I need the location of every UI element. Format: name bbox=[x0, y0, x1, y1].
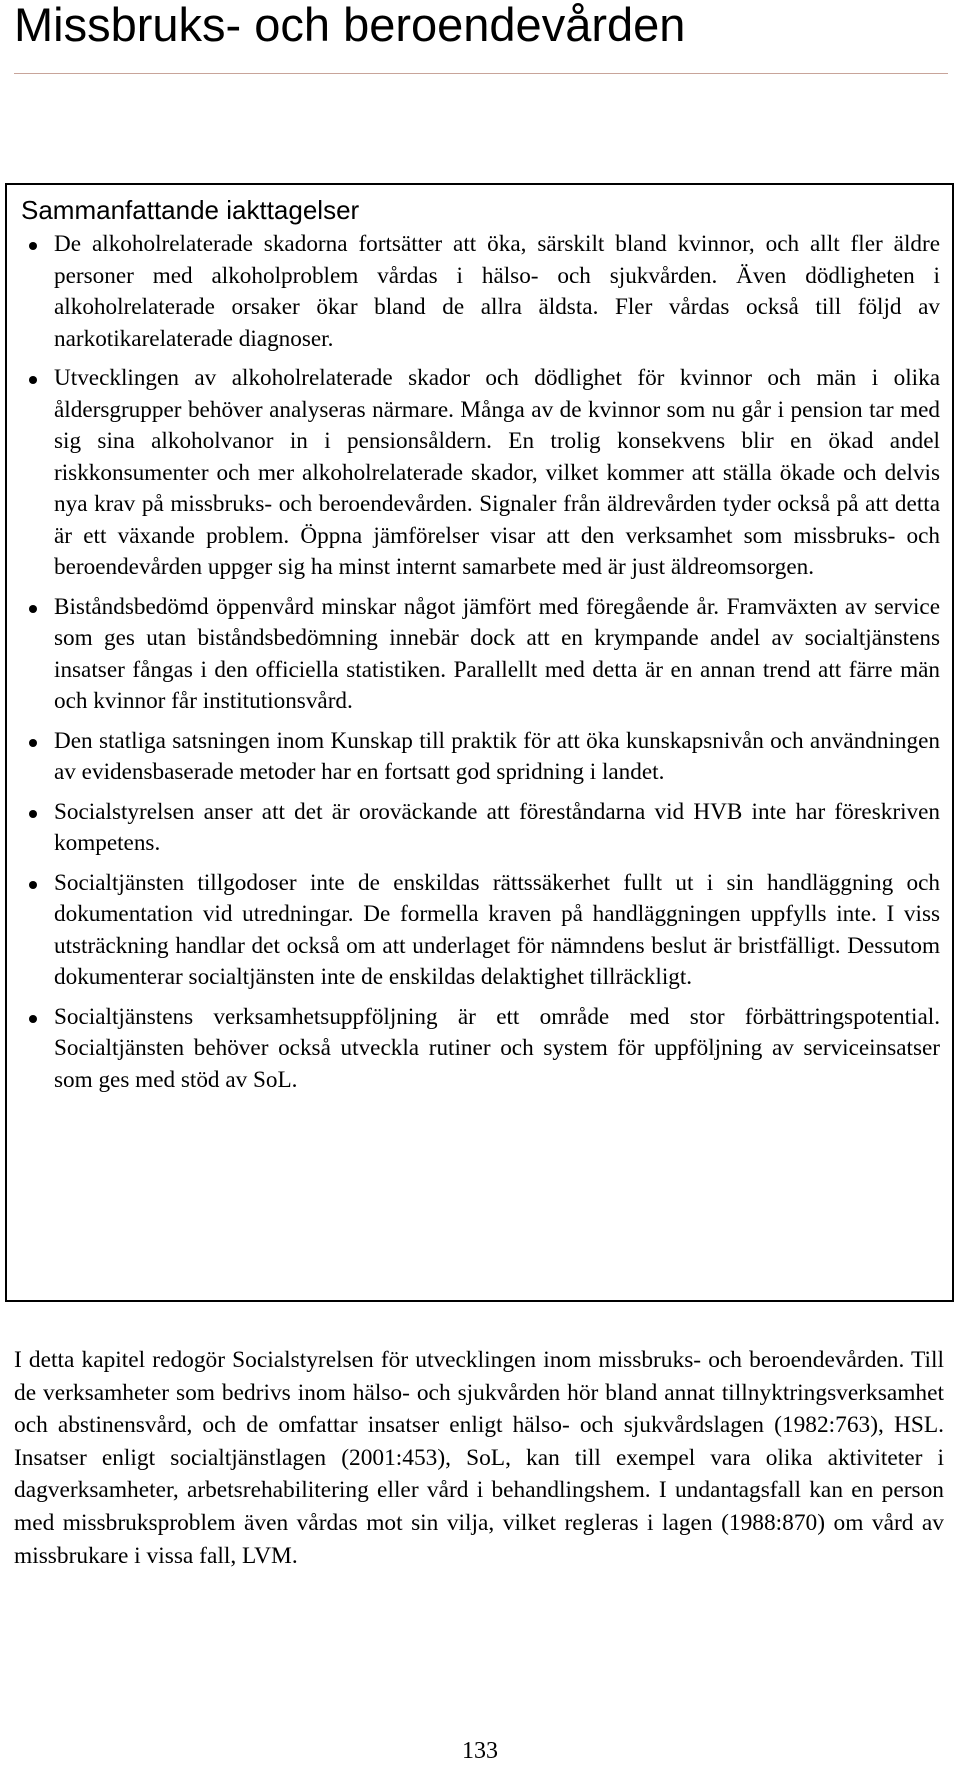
title-divider bbox=[14, 73, 948, 74]
summary-bullet bbox=[7, 229, 952, 355]
summary-bullet-text: Socialtjänsten tillgodoser inte de enskildas rättssäkerhet fullt ut i sin handläggning och dokumentation vid utredningar. De formella kraven på handläggningen uppfylls inte. I viss utsträckning handlar det också om att underlaget för nämndens beslut är bristfälligt. Dessutom dokumenterar socialtjänsten inte de enskildas delaktighet tillräckligt. bbox=[54, 869, 940, 990]
bullet-dot-icon bbox=[29, 376, 37, 384]
bullet-dot-icon bbox=[29, 739, 37, 747]
summary-bullet-list bbox=[7, 229, 952, 1104]
summary-bullet bbox=[7, 363, 952, 584]
summary-bullet-text: Biståndsbedömd öppenvård minskar något jämfört med föregående år. Framväxten av service som ges utan biståndsbedömning innebär dock att en krympande andel av socialtjänstens insatser fångas i den officiella statistiken. Parallellt med detta är en annan trend att färre män och kvinnor får institutionsvård. bbox=[54, 593, 940, 714]
summary-bullet-text: Den statliga satsningen inom Kunskap till praktik för att öka kunskapsnivån och användningen av evidensbaserade metoder har en fortsatt god spridning i landet. bbox=[54, 727, 940, 785]
summary-bullet-text: De alkoholrelaterade skadorna fortsätter att öka, särskilt bland kvinnor, och allt fler äldre personer med alkoholproblem vårdas i hälso- och sjukvården. Även dödligheten i alkoholrelaterade orsaker ökar bland de allra äldsta. Fler vårdas också till följd av narkotikarelaterade diagnoser. bbox=[54, 231, 940, 352]
bullet-dot-icon bbox=[29, 881, 37, 889]
bullet-dot-icon bbox=[29, 810, 37, 818]
summary-bullet bbox=[7, 868, 952, 994]
summary-bullet-text: Socialstyrelsen anser att det är oroväckande att föreståndarna vid HVB inte har föreskriven kompetens. bbox=[54, 798, 940, 856]
intro-paragraph: I detta kapitel redogör Socialstyrelsen för utvecklingen inom missbruks- och beroendevården. Till de verksamheter som bedrivs inom hälso- och sjukvården hör bland annat tillnyktringsverksamhet och abstinensvård, och de omfattar insatser enligt hälso- och sjukvårdslagen (1982:763), HSL. Insatser enligt socialtjänstlagen (2001:453), SoL, kan till exempel vara olika aktiviteter i dagverksamheter, arbetsrehabilitering eller vård i behandlingshem. I undantagsfall kan en person med missbruksproblem även vårdas mot sin vilja, vilket regleras i lagen (1988:870) om vård av missbrukare i vissa fall, LVM. bbox=[14, 1347, 944, 1569]
bullet-dot-icon bbox=[29, 1015, 37, 1023]
summary-bullet bbox=[7, 592, 952, 718]
summary-bullet bbox=[7, 797, 952, 860]
page-number: 133 bbox=[462, 1738, 498, 1764]
bullet-dot-icon bbox=[29, 242, 37, 250]
bullet-dot-icon bbox=[29, 605, 37, 613]
summary-heading: Sammanfattande iakttagelser bbox=[21, 195, 360, 225]
summary-bullet bbox=[7, 1002, 952, 1097]
summary-box bbox=[5, 183, 954, 1302]
summary-bullet-text: Socialtjänstens verksamhetsuppföljning är ett område med stor förbättringspotential. Socialtjänsten behöver också utveckla rutiner och system för uppföljning av serviceinsatser som ges med stöd av SoL. bbox=[54, 1003, 940, 1093]
page-title: Missbruks- och beroendevården bbox=[14, 0, 686, 51]
summary-bullet bbox=[7, 726, 952, 789]
summary-bullet-text: Utvecklingen av alkoholrelaterade skador och dödlighet för kvinnor och män i olika åldersgrupper behöver analyseras närmare. Många av de kvinnor som nu går i pension tar med sig sina alkoholvanor in i pensionsåldern. En trolig konsekvens blir en ökad andel riskkonsumenter och mer alkoholrelaterade skador, vilket kommer att ställa ökade och delvis nya krav på missbruks- och beroendevården. Signaler från äldrevården tyder också på att detta är ett växande problem. Öppna jämförelser visar att den verksamhet som missbruks- och beroendevården uppger sig ha minst internt samarbete med är just äldreomsorgen. bbox=[54, 365, 940, 580]
